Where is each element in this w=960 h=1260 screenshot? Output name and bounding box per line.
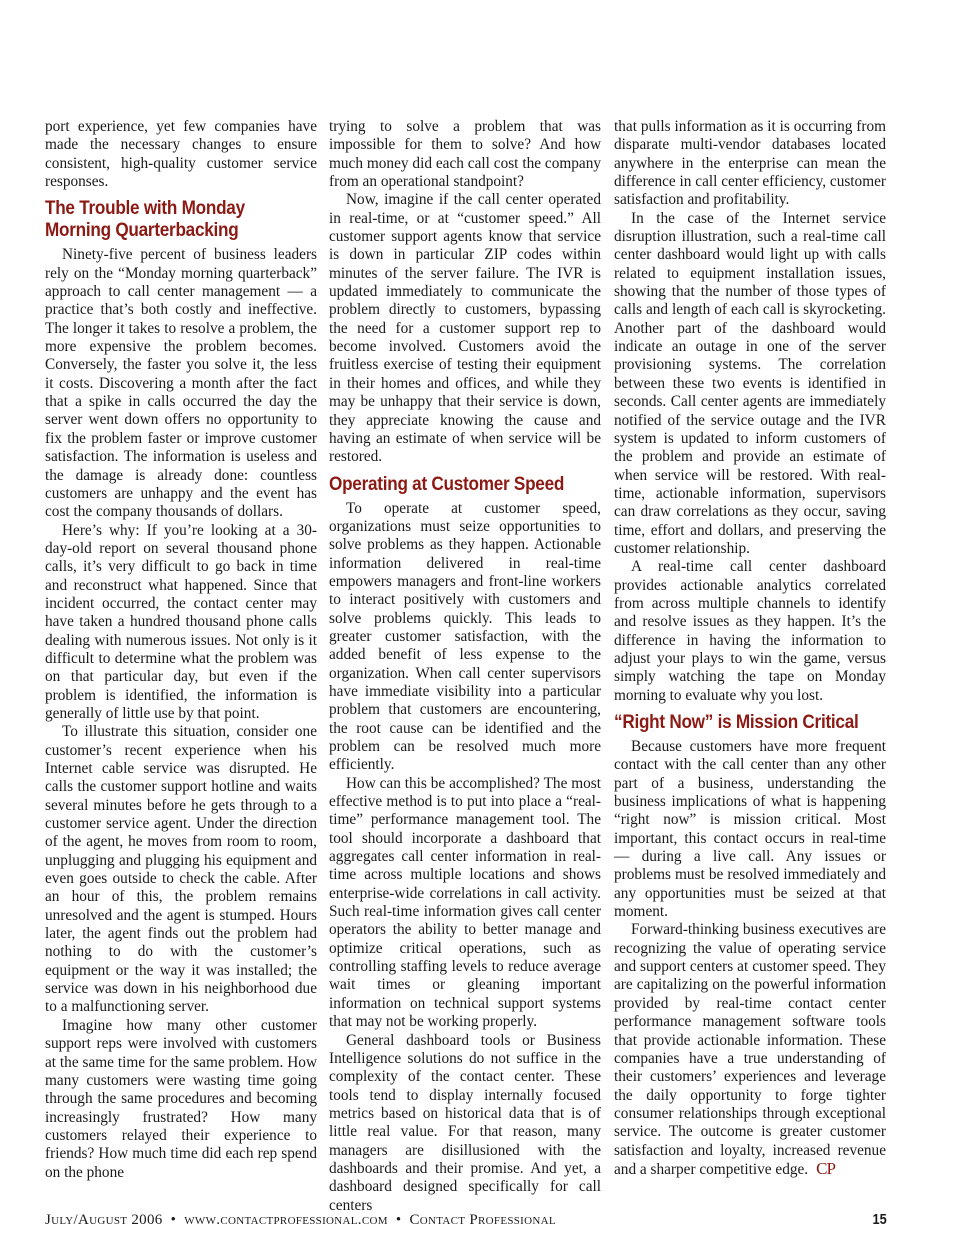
section-heading-monday-quarterbacking — [45, 197, 284, 241]
paragraph: Now, imagine if the call center operated in real-time, or at “customer speed.” All customer support agents know that service is down in particular ZIP codes within minutes of the server failure. The IVR is updated immediately to communicate the problem directly to customers, bypassing the need for a customer support rep to become involved. Customers avoid the fruitless exercise of testing their equipment in their homes and offices, and while they may be unhappy that their service is down, they appreciate knowing the cause and having an estimate of when service will be restored. — [329, 191, 601, 466]
paragraph: Ninety-five percent of business leaders rely on the “Monday morning quarterback” approach to call center management — a practice that’s both costly and ineffective. The longer it takes to resolve a problem, the more expensive the problem becomes. Conversely, the faster you solve it, the less it costs. Discovering a month after the fact that a spike in calls occurred the day the server went down offers no opportunity to fix the problem faster or improve customer satisfaction. The information is useless and the damage is already done: countless customers are unhappy and the event has cost the company thousands of dollars. — [45, 246, 317, 521]
paragraph: Here’s why: If you’re looking at a 30-day-old report on several thousand phone calls, it’s very difficult to go back in time and reconstruct what happened. Since that incident occurred, the contact center may have taken a hundred thousand phone calls dealing with numerous issues. Not only is it difficult to determine what the problem was on that particular day, but even if the problem is identified, the information is generally of little use by that point. — [45, 521, 317, 722]
page-footer — [45, 1212, 887, 1234]
end-mark: CP — [816, 1158, 835, 1178]
paragraph-text: Forward-thinking business executives are recognizing the value of operating service and support centers at customer speed. They are capitalizing on the powerful information provided by real-time contact center performance management software tools that provide actionable information. These companies have a true understanding of their customers’ experiences and leverage the daily opportunity to forge tighter consumer relationships through exceptional service. The outcome is greater customer satisfaction and loyalty, increased revenue and a sharper competitive edge. — [614, 921, 886, 1178]
column-2 — [329, 118, 601, 1215]
footer-bullet: • — [395, 1212, 402, 1228]
column-3 — [614, 118, 886, 1179]
footer-magazine: Contact Professional — [409, 1212, 556, 1228]
heading-line-1: The Trouble with Monday — [45, 197, 245, 220]
paragraph: Imagine how many other customer support reps were involved with customers at the same time for the same problem. How many customers were wasting time going through the same procedures and becoming increasingly frustrated? How many customers relayed their experience to friends? How much time did each rep spend on the phone — [45, 1016, 317, 1181]
footer-issue: July/August 2006 — [45, 1212, 163, 1228]
heading-line-2: Morning Quarterbacking — [45, 219, 239, 242]
column-1 — [45, 118, 317, 1182]
paragraph: General dashboard tools or Business Intelligence solutions do not suffice in the complexity of the contact center. These tools tend to display internally focused metrics based on historical data that is of little real value. For that reason, many managers are disillusioned with the dashboards and their promise. And yet, a dashboard designed specifically for call centers — [329, 1031, 601, 1214]
paragraph: port experience, yet few companies have made the necessary changes to ensure consistent, high-quality customer service responses. — [45, 118, 317, 191]
paragraph: In the case of the Internet service disruption illustration, such a real-time call center dashboard would light up with calls related to equipment installation issues, showing that the number of those types of calls and length of each call is skyrocketing. Another part of the dashboard would indicate an outage in one of the server provisioning systems. The correlation between these two events is identified in seconds. Call center agents are immediately notified of the service outage and the IVR system is updated to inform customers of the problem and provide an estimate of when service will be restored. With real-time, actionable information, supervisors can draw correlations as they occur, saving time, effort and dollars, and preserving the customer relationship. — [614, 209, 886, 557]
section-heading-mission-critical: “Right Now” is Mission Critical — [614, 711, 859, 733]
paragraph: trying to solve a problem that was impossible for them to solve? And how much money did each call cost the company from an operational standpoint? — [329, 118, 601, 191]
page-number: 15 — [872, 1211, 887, 1228]
paragraph: that pulls information as it is occurring from disparate multi-vendor databases located anywhere in the enterprise can mean the difference in call center efficiency, customer satisfaction and profitability. — [614, 118, 886, 209]
footer-credit — [45, 1212, 556, 1229]
paragraph: To illustrate this situation, consider one customer’s recent experience when his Internet cable service was disrupted. He calls the customer support hotline and waits several minutes before he gets through to a customer service agent. Under the direction of the agent, he moves from room to room, unplugging and plugging his equipment and even goes outside to check the cable. After an hour of this, the problem remains unresolved and the agent is stumped. Hours later, the agent finds out the problem had nothing to do with the customer’s equipment or the way it was installed; the service was down in his neighborhood due to a malfunctioning server. — [45, 723, 317, 1016]
paragraph: To operate at customer speed, organizations must seize opportunities to solve problems as they happen. Actionable information delivered in real-time empowers managers and front-line workers to interact positively with customers and solve problems quickly. This leads to greater customer satisfaction, with the added benefit of less expense to the organization. When call center supervisors have immediate visibility into a particular problem that customers are encountering, the root cause can be identified and the problem can be resolved much more efficiently. — [329, 499, 601, 774]
paragraph-final — [614, 921, 886, 1179]
paragraph: Because customers have more frequent contact with the call center than any other part of a business, understanding the business implications of what is happening “right now” is mission critical. Most important, this contact occurs in real-time — during a live call. Any issues or problems must be resolved immediately and any opportunities must be seized at that moment. — [614, 738, 886, 921]
footer-website: www.contactprofessional.com — [184, 1212, 388, 1228]
section-heading-customer-speed: Operating at Customer Speed — [329, 472, 565, 495]
paragraph: A real-time call center dashboard provides actionable analytics correlated from across multiple channels to identify and resolve issues as they happen. It’s the difference in having the information to adjust your plays to win the game, versus simply watching the tape on Monday morning to evaluate why you lost. — [614, 558, 886, 704]
paragraph: How can this be accomplished? The most effective method is to put into place a “real-time” performance management tool. The tool should incorporate a dashboard that aggregates call center information in real-time across multiple locations and shows enterprise-wide correlations in call activity. Such real-time information gives call center operators the ability to better manage and optimize critical operations, such as controlling staffing levels to reduce average wait times or gleaning important information on technical support systems that may not be working properly. — [329, 774, 601, 1031]
footer-bullet: • — [170, 1212, 177, 1228]
